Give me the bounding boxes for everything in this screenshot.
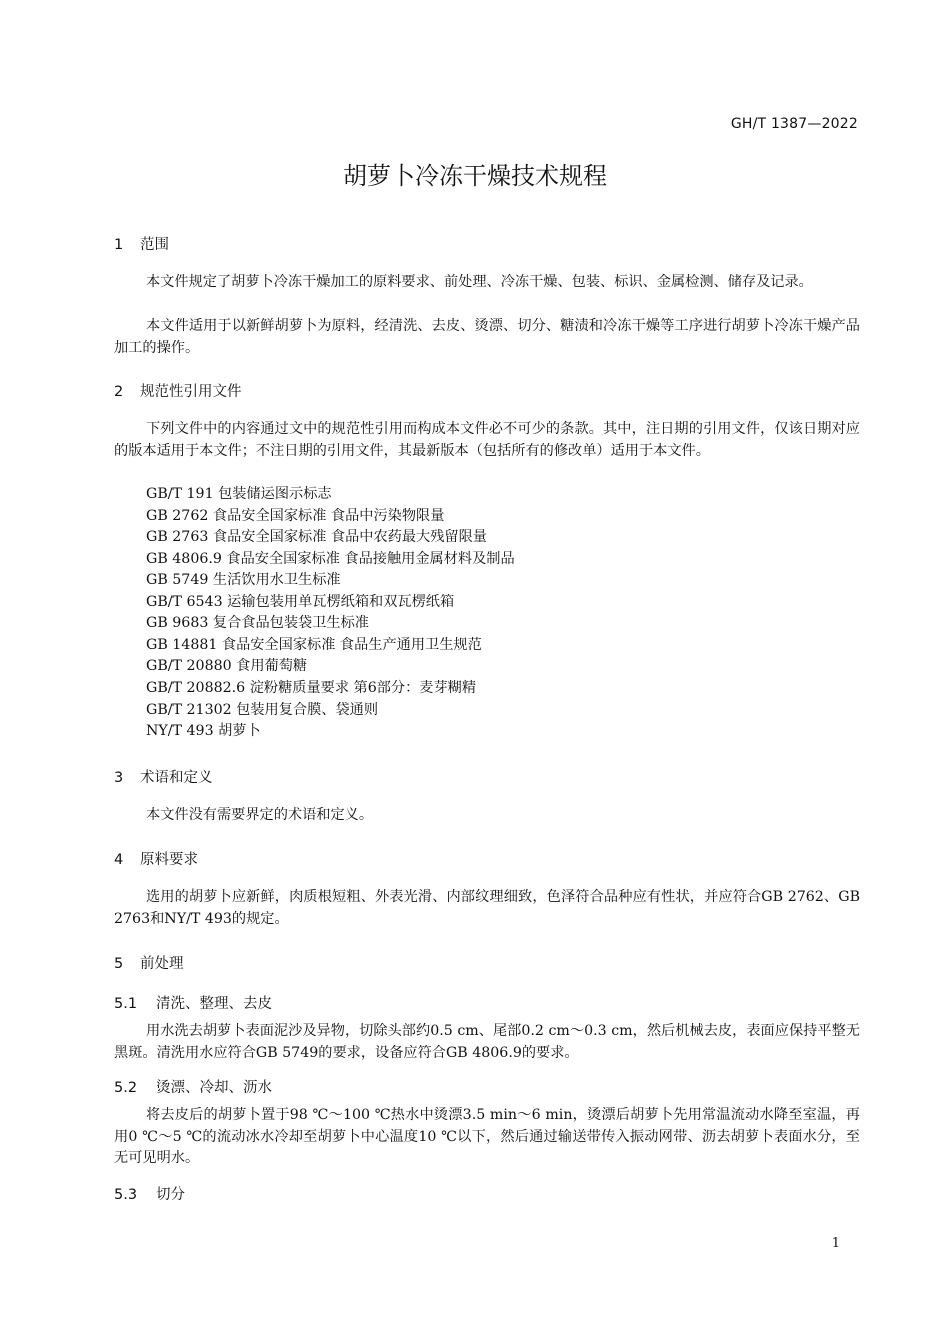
reference-item: GB 9683 复合食品包装袋卫生标准 [146,615,369,631]
section-1-paragraph-2: 本文件适用于以新鲜胡萝卜为原料，经清洗、去皮、烫漂、切分、糖渍和冷冻干燥等工序进行胡萝卜冷冻干燥产品加工的操作。 [114,318,860,356]
section-3-paragraph-1: 本文件没有需要界定的术语和定义。 [146,807,374,823]
section-title: 前处理 [140,956,184,972]
reference-item: GB 2763 食品安全国家标准 食品中农药最大残留限量 [146,529,487,545]
reference-item: GB 14881 食品安全国家标准 食品生产通用卫生规范 [146,637,482,653]
reference-item: NY/T 493 胡萝卜 [146,723,261,739]
section-number: 5.3 [114,1187,138,1203]
section-number: 2 [114,384,124,400]
reference-item: GB/T 20880 食用葡萄糖 [146,658,308,674]
section-title: 烫漂、冷却、沥水 [156,1080,272,1096]
reference-item: GB/T 20882.6 淀粉糖质量要求 第6部分：麦芽糊精 [146,680,477,696]
section-5-1-heading [114,992,272,1013]
section-title: 范围 [140,237,169,253]
document-title: 胡萝卜冷冻干燥技术规程 [343,162,607,190]
section-4-heading [114,848,198,869]
standard-number: GH/T 1387—2022 [730,116,858,132]
section-2-paragraph-1: 下列文件中的内容通过文中的规范性引用而构成本文件必不可少的条款。其中，注日期的引用文件，仅该日期对应的版本适用于本文件；不注日期的引用文件，其最新版本（包括所有的修改单）适用于本文件。 [114,421,860,459]
section-5-1-paragraph-1: 用水洗去胡萝卜表面泥沙及异物，切除头部约0.5 cm、尾部0.2 cm～0.3 cm，然后机械去皮，表面应保持平整无黑斑。清洗用水应符合GB 5749的要求，设备应符合GB 4806.9的要求。 [114,1023,860,1061]
section-1-heading [114,233,169,254]
section-title: 术语和定义 [140,770,213,786]
section-number: 1 [114,237,124,253]
reference-item: GB/T 191 包装储运图示标志 [146,486,332,502]
section-5-2-heading [114,1076,272,1097]
section-title: 原料要求 [140,852,198,868]
reference-item: GB 4806.9 食品安全国家标准 食品接触用金属材料及制品 [146,551,515,567]
section-2-heading [114,380,242,401]
section-5-3-heading [114,1183,185,1204]
reference-item: GB/T 21302 包装用复合膜、袋通则 [146,702,379,718]
section-title: 清洗、整理、去皮 [156,996,272,1012]
section-4-paragraph-1: 选用的胡萝卜应新鲜，肉质根短粗、外表光滑、内部纹理细致，色泽符合品种应有性状，并应符合GB 2762、GB 2763和NY/T 493的规定。 [114,889,860,927]
section-number: 4 [114,852,124,868]
reference-item: GB 5749 生活饮用水卫生标准 [146,572,341,588]
section-number: 5.1 [114,996,138,1012]
section-5-2-paragraph-1: 将去皮后的胡萝卜置于98 ℃～100 ℃热水中烫漂3.5 min～6 min，烫漂后胡萝卜先用常温流动水降至室温，再用0 ℃～5 ℃的流动冰水冷却至胡萝卜中心温度10 ℃以下，然后通过输送带传入振动网带、沥去胡萝卜表面水分，至无可见明水。 [114,1107,860,1166]
section-number: 5 [114,956,124,972]
section-number: 5.2 [114,1080,138,1096]
section-5-heading [114,952,184,973]
section-title: 切分 [156,1187,185,1203]
section-title: 规范性引用文件 [140,384,242,400]
reference-item: GB 2762 食品安全国家标准 食品中污染物限量 [146,508,445,524]
section-3-heading [114,766,213,787]
section-1-paragraph-1: 本文件规定了胡萝卜冷冻干燥加工的原料要求、前处理、冷冻干燥、包装、标识、金属检测、储存及记录。 [146,274,813,290]
reference-item: GB/T 6543 运输包装用单瓦楞纸箱和双瓦楞纸箱 [146,594,455,610]
page-number: 1 [831,1236,840,1251]
section-number: 3 [114,770,124,786]
